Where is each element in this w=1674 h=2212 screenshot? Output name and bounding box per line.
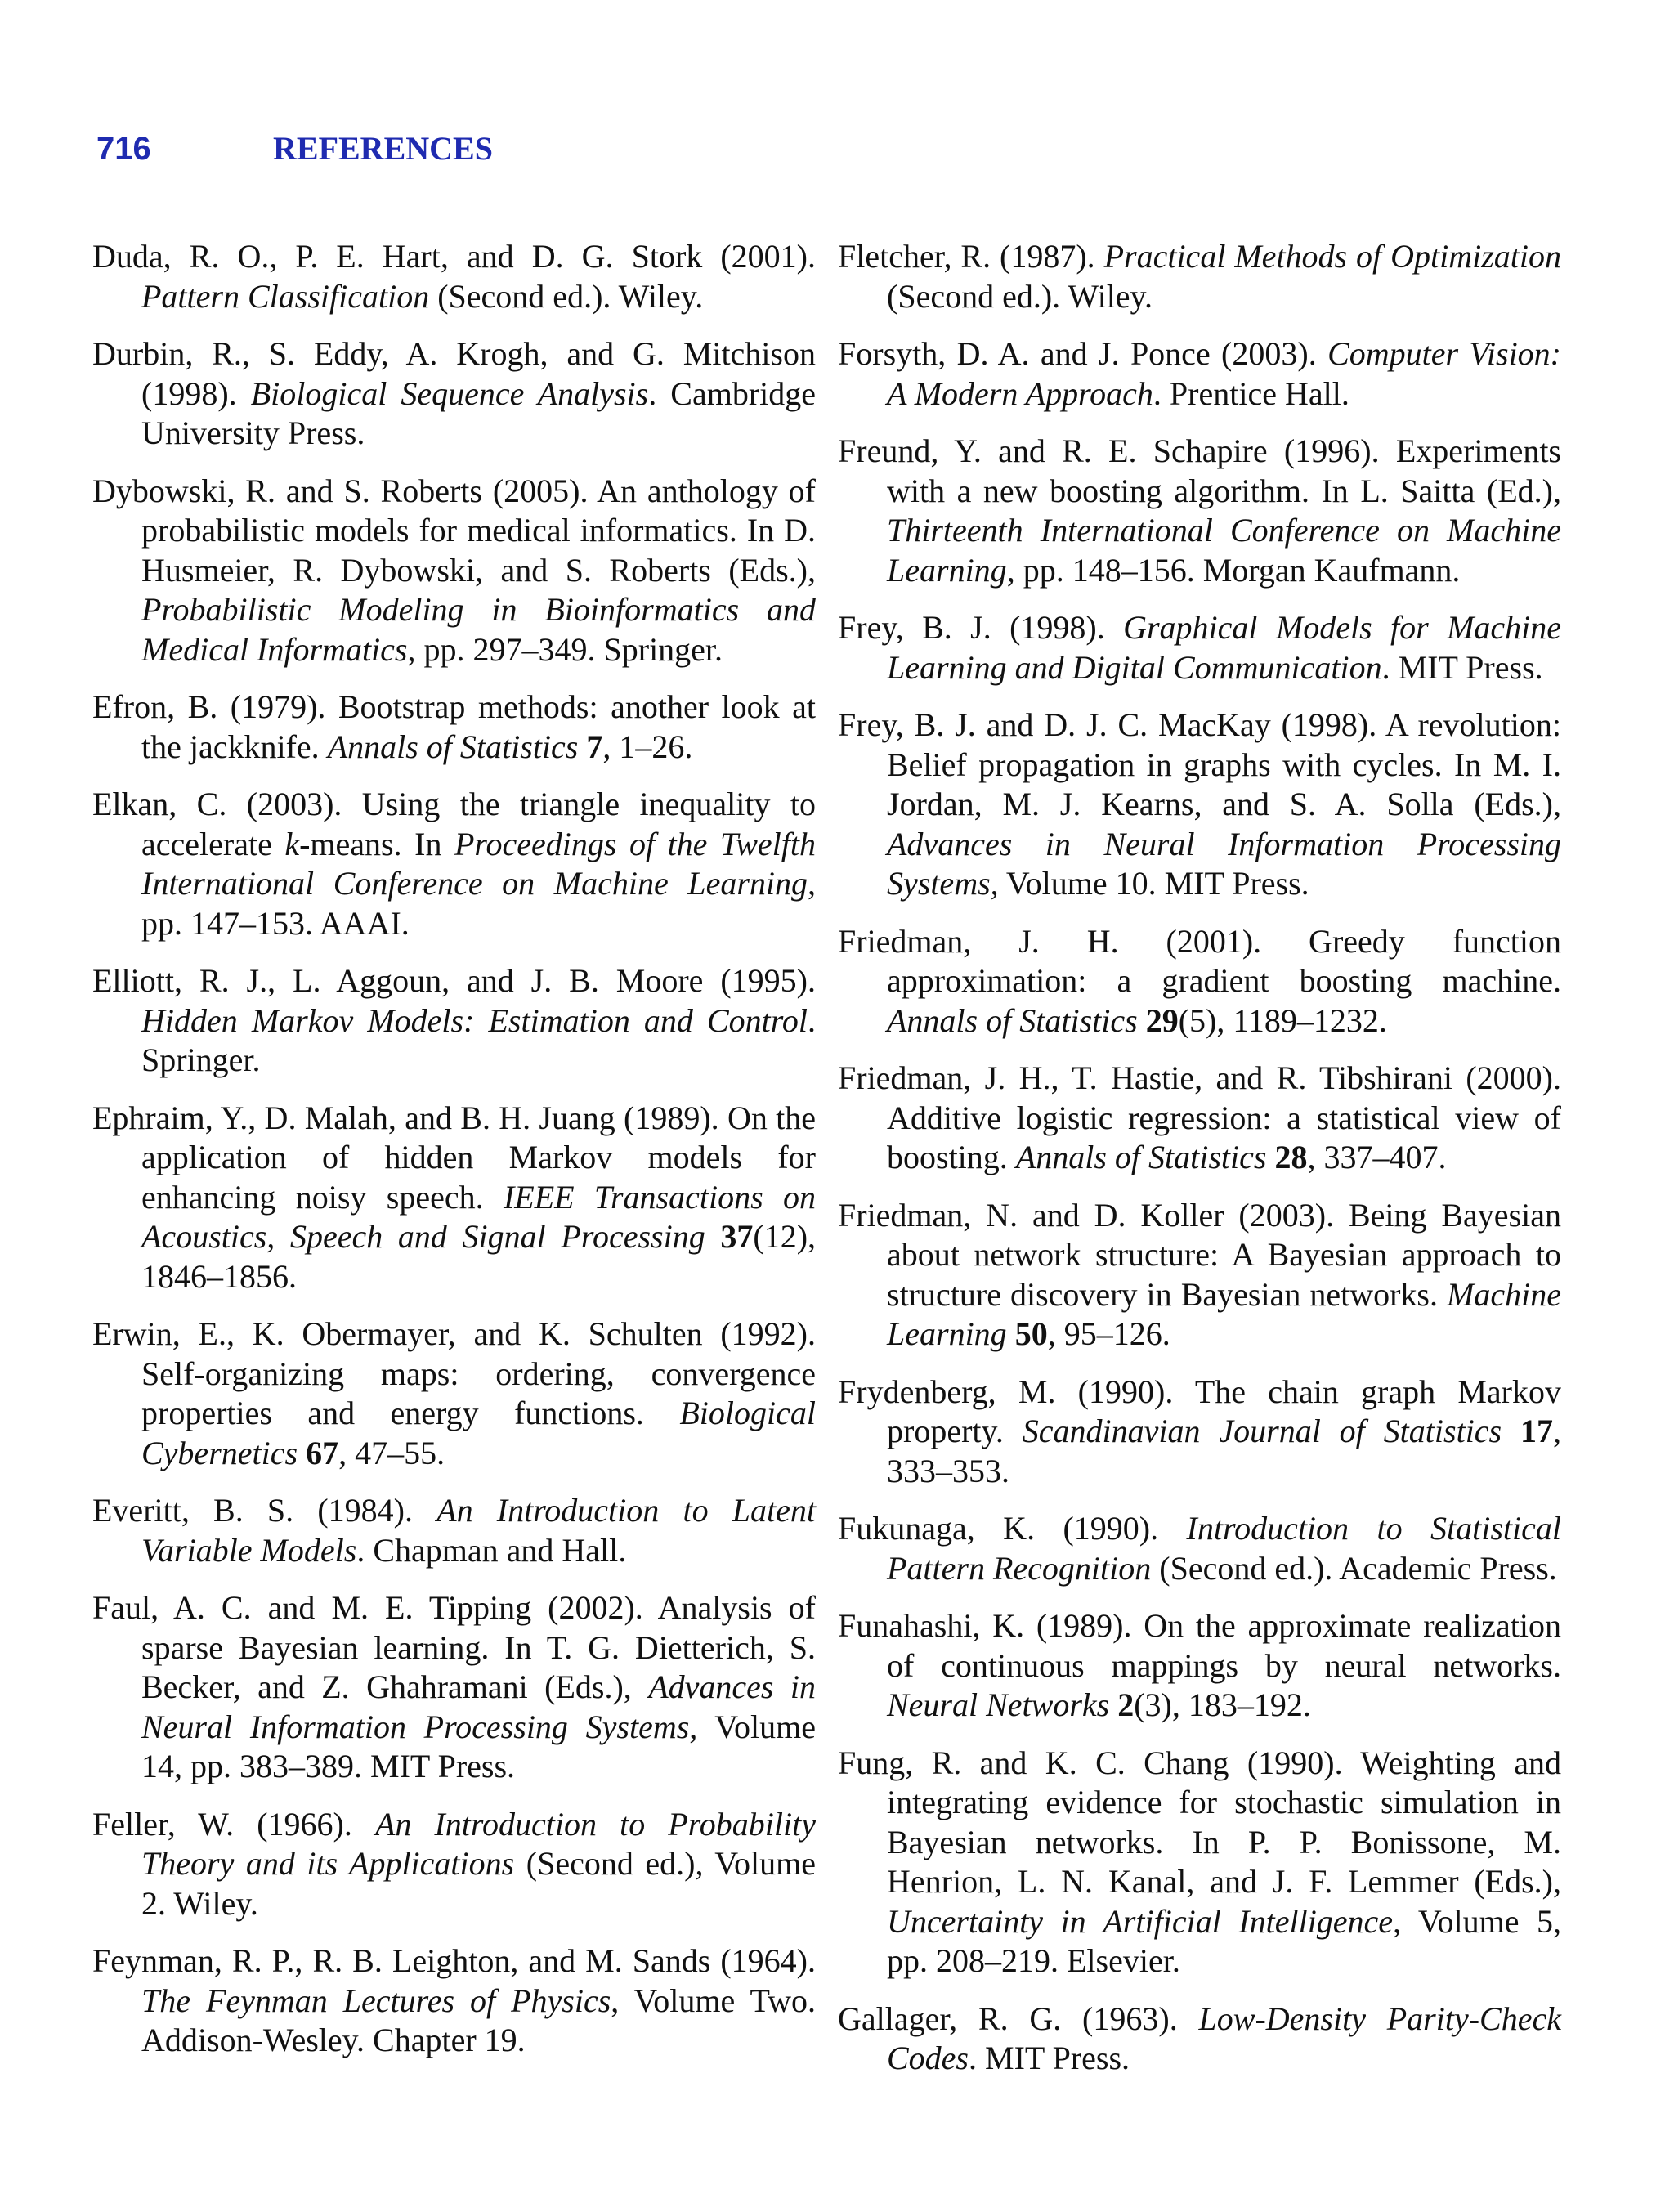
- reference-title-italic: Uncertainty in Artificial Intelligence: [887, 1902, 1394, 1940]
- reference-text: Friedman, J. H., T. Hastie, and R. Tibshirani (2000). Additive logistic regression: a statistical view of boosting.: [838, 1059, 1561, 1175]
- reference-title-italic: Biological Cybernetics: [141, 1395, 816, 1471]
- reference-entry: [838, 1606, 1561, 1726]
- reference-text: Efron, B. (1979). Bootstrap methods: another look at the jackknife.: [92, 688, 816, 765]
- reference-text: Elliott, R. J., L. Aggoun, and J. B. Moore (1995).: [92, 962, 816, 999]
- reference-title-italic: Graphical Models for Machine Learning and Digital Communication: [887, 609, 1562, 686]
- reference-text: [1007, 1315, 1015, 1352]
- reference-text: [1109, 1686, 1117, 1723]
- reference-entry: [92, 472, 816, 670]
- reference-entry: [92, 237, 816, 316]
- reference-text: [578, 728, 586, 765]
- reference-text: . Cambridge University Press.: [141, 374, 817, 451]
- reference-text: Feller, W. (1966).: [92, 1805, 375, 1843]
- reference-text: [298, 1435, 306, 1471]
- reference-entry: [838, 237, 1561, 316]
- reference-entry: [838, 608, 1561, 687]
- reference-text: . Chapman and Hall.: [356, 1531, 627, 1569]
- reference-entry: [838, 1999, 1561, 2079]
- reference-text: . Springer.: [141, 1001, 816, 1078]
- reference-text: Durbin, R., S. Eddy, A. Krogh, and G. Mitchison (1998).: [92, 335, 816, 412]
- reference-text: [1138, 1002, 1146, 1039]
- reference-entry: [92, 1099, 816, 1297]
- reference-volume-bold: 7: [586, 728, 603, 765]
- reference-entry: [92, 1491, 816, 1570]
- section-title: REFERENCES: [273, 130, 493, 167]
- reference-entry: [92, 687, 816, 767]
- reference-entry: [92, 1314, 816, 1473]
- reference-entry: [838, 1744, 1561, 1981]
- reference-title-italic: Introduction to Statistical Pattern Recognition: [887, 1510, 1561, 1587]
- reference-text: (Second ed.). Wiley.: [887, 277, 1153, 315]
- reference-volume-bold: 37: [720, 1218, 754, 1255]
- reference-title-italic: Neural Networks: [887, 1686, 1110, 1723]
- reference-title-italic: Computer Vision: A Modern Approach: [887, 335, 1562, 412]
- reference-title-italic: Advances in Neural Information Processing Systems: [141, 1668, 816, 1745]
- reference-text: Duda, R. O., P. E. Hart, and D. G. Stork (2001).: [92, 238, 816, 275]
- reference-text: (3), 183–192.: [1134, 1686, 1311, 1723]
- reference-text: (5), 1189–1232.: [1178, 1001, 1387, 1039]
- reference-text: , pp. 148–156. Morgan Kaufmann.: [1006, 551, 1461, 589]
- reference-title-italic: Annals of Statistics: [887, 1001, 1138, 1039]
- reference-entry: [838, 922, 1561, 1041]
- page-header: [96, 129, 493, 168]
- reference-text: (Second ed.). Academic Press.: [1151, 1549, 1557, 1587]
- reference-text: Frey, B. J. (1998).: [838, 609, 1124, 646]
- reference-text: Fletcher, R. (1987).: [838, 238, 1104, 275]
- reference-text: (Second ed.). Wiley.: [429, 277, 704, 315]
- reference-entry: [838, 1196, 1561, 1355]
- reference-text: [1502, 1413, 1520, 1449]
- reference-entry: [92, 961, 816, 1081]
- reference-entry: [838, 1509, 1561, 1588]
- reference-text: , Volume Two. Addison-Wesley. Chapter 19.: [141, 1981, 816, 2058]
- reference-text: , 95–126.: [1047, 1315, 1170, 1352]
- reference-text: Ephraim, Y., D. Malah, and B. H. Juang (1989). On the application of hidden Markov models for enhancing noisy speech.: [92, 1099, 816, 1216]
- reference-title-italic: Annals of Statistics: [327, 728, 579, 765]
- reference-entry: [92, 334, 816, 454]
- reference-entry: [838, 432, 1561, 590]
- reference-text: Elkan, C. (2003). Using the triangle inequality to accelerate: [92, 786, 816, 862]
- reference-text: [705, 1218, 721, 1255]
- reference-text: Friedman, J. H. (2001). Greedy function approximation: a gradient boosting machine.: [838, 922, 1561, 999]
- reference-title-italic: An Introduction to Probability Theory and its Applications: [141, 1805, 816, 1882]
- reference-text: -means. In: [299, 825, 454, 862]
- reference-text: Frey, B. J. and D. J. C. MacKay (1998). A revolution: Belief propagation in graphs with cycles. In M. I. Jordan, M. J. Kearns, and S. A. Solla (Eds.),: [838, 706, 1561, 822]
- reference-text: Fukunaga, K. (1990).: [838, 1510, 1187, 1547]
- reference-entry: [838, 705, 1561, 904]
- reference-entry: [92, 785, 816, 943]
- reference-text: Freund, Y. and R. E. Schapire (1996). Experiments with a new boosting algorithm. In L. Saitta (Ed.),: [838, 432, 1561, 509]
- reference-title-italic: IEEE Transactions on Acoustics, Speech and Signal Processing: [141, 1178, 816, 1255]
- reference-text: , pp. 147–153. AAAI.: [141, 865, 816, 942]
- reference-entry: [838, 1372, 1561, 1492]
- reference-entry: [838, 334, 1561, 414]
- reference-title-italic: Annals of Statistics: [1015, 1139, 1267, 1175]
- reference-text: , Volume 5, pp. 208–219. Elsevier.: [887, 1902, 1561, 1979]
- reference-text: [1266, 1139, 1274, 1175]
- page-number: 716: [96, 131, 151, 167]
- reference-title-italic: Low-Density Parity-Check Codes: [887, 1999, 1561, 2076]
- reference-text: Fung, R. and K. C. Chang (1990). Weighting and integrating evidence for stochastic simulation in Bayesian networks. In P. P. Bonissone, M. Henrion, L. N. Kanal, and J. F. Lemmer (Eds.),: [838, 1744, 1561, 1900]
- reference-text: Feynman, R. P., R. B. Leighton, and M. Sands (1964).: [92, 1942, 816, 1979]
- reference-title-italic: Probabilistic Modeling in Bioinformatics and Medical Informatics: [141, 591, 816, 668]
- reference-title-italic: Hidden Markov Models: Estimation and Control: [141, 1001, 808, 1039]
- reference-title-italic: Scandinavian Journal of Statistics: [1022, 1413, 1502, 1449]
- reference-text: , 47–55.: [338, 1434, 445, 1471]
- reference-volume-bold: 28: [1274, 1139, 1308, 1175]
- reference-title-italic: Practical Methods of Optimization: [1103, 238, 1561, 275]
- reference-text: Gallager, R. G. (1963).: [838, 1999, 1199, 2037]
- reference-text: , Volume 14, pp. 383–389. MIT Press.: [141, 1708, 816, 1784]
- reference-title-italic: An Introduction to Latent Variable Models: [141, 1492, 816, 1569]
- reference-text: , 333–353.: [887, 1413, 1561, 1489]
- reference-title-italic: Machine Learning: [887, 1275, 1561, 1352]
- reference-volume-bold: 50: [1014, 1315, 1048, 1352]
- reference-title-italic: Thirteenth International Conference on Machine Learning: [887, 512, 1561, 589]
- reference-text: Friedman, N. and D. Koller (2003). Being Bayesian about network structure: A Bayesian approach to structure discovery in Bayesian networks.: [838, 1196, 1561, 1313]
- reference-title-italic: Proceedings of the Twelfth International Conference on Machine Learning: [141, 825, 816, 902]
- reference-text: . MIT Press.: [1381, 648, 1543, 686]
- reference-text: (Second ed.), Volume 2. Wiley.: [141, 1845, 816, 1922]
- reference-text: Funahashi, K. (1989). On the approximate realization of continuous mappings by neural networks.: [838, 1607, 1561, 1684]
- reference-volume-bold: 67: [306, 1434, 339, 1471]
- reference-title-italic: Pattern Classification: [141, 277, 430, 315]
- reference-text: , 1–26.: [602, 728, 693, 765]
- reference-text: , Volume 10. MIT Press.: [990, 865, 1309, 902]
- reference-text: . MIT Press.: [969, 2040, 1130, 2076]
- reference-text: Erwin, E., K. Obermayer, and K. Schulten (1992). Self-organizing maps: ordering, convergence properties and energy functions.: [92, 1315, 816, 1431]
- reference-volume-bold: 29: [1145, 1001, 1179, 1039]
- reference-entry: [838, 1059, 1561, 1178]
- reference-volume-bold: 17: [1520, 1413, 1553, 1449]
- reference-text: , 337–407.: [1307, 1139, 1447, 1175]
- reference-text: (12), 1846–1856.: [141, 1218, 817, 1295]
- reference-column-right: [838, 237, 1561, 2097]
- reference-entry: [92, 1588, 816, 1787]
- reference-volume-bold: 2: [1117, 1686, 1135, 1723]
- reference-text: Dybowski, R. and S. Roberts (2005). An anthology of probabilistic models for medical informatics. In D. Husmeier, R. Dybowski, and S. Roberts (Eds.),: [92, 472, 816, 589]
- reference-text: , pp. 297–349. Springer.: [407, 630, 723, 668]
- reference-title-italic: Biological Sequence Analysis: [250, 374, 649, 412]
- reference-text: Forsyth, D. A. and J. Ponce (2003).: [838, 335, 1328, 372]
- reference-title-italic: k: [284, 825, 300, 862]
- reference-text: Everitt, B. S. (1984).: [92, 1492, 437, 1529]
- reference-title-italic: The Feynman Lectures of Physics: [141, 1981, 611, 2019]
- reference-text: Frydenberg, M. (1990). The chain graph Markov property.: [838, 1372, 1561, 1449]
- reference-column-left: [92, 237, 816, 2079]
- reference-text: . Prentice Hall.: [1153, 374, 1349, 412]
- reference-title-italic: Advances in Neural Information Processing Systems: [887, 825, 1561, 902]
- reference-entry: [92, 1941, 816, 2061]
- reference-entry: [92, 1805, 816, 1924]
- reference-text: Faul, A. C. and M. E. Tipping (2002). Analysis of sparse Bayesian learning. In T. G. Dietterich, S. Becker, and Z. Ghahramani (Eds.),: [92, 1589, 816, 1705]
